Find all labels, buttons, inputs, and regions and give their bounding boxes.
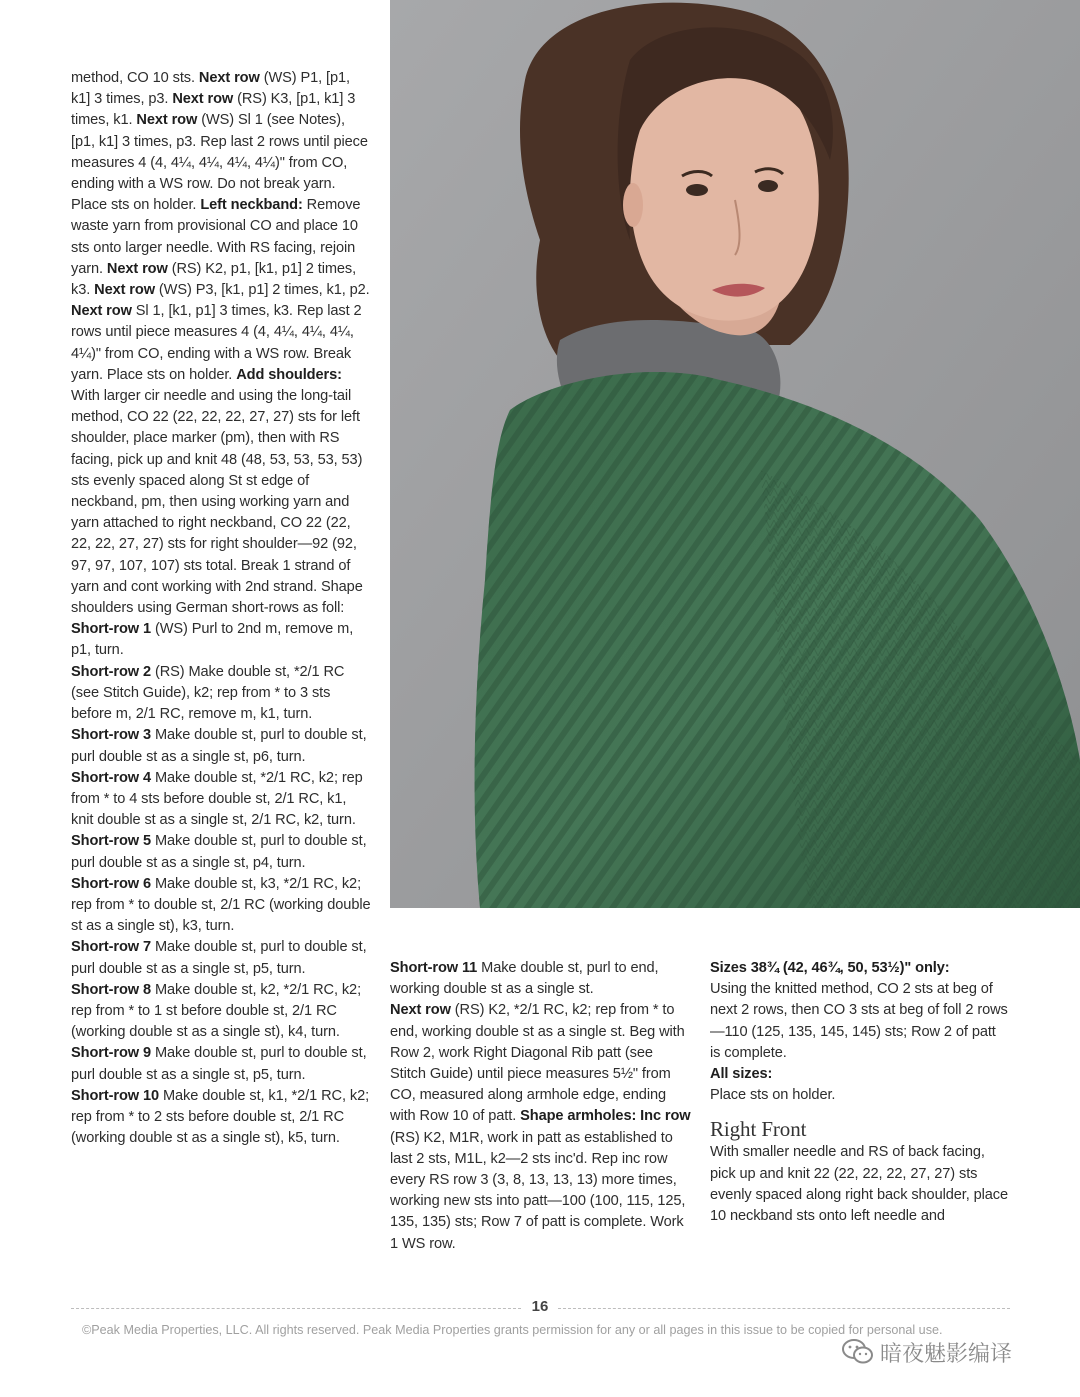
left-paragraph xyxy=(71,874,371,938)
bold-term: Short-row 8 xyxy=(71,981,151,998)
body-text: Remove waste yarn from provisional CO and place 10 sts onto larger needle. With RS facing, rejoin yarn. xyxy=(71,197,361,277)
body-text: Make double st, purl to end, working double st as a single st. xyxy=(390,960,659,998)
bold-term: Short-row 1 xyxy=(71,621,151,638)
body-text: (RS) K2, p1, [k1, p1] 2 times, k3. xyxy=(71,260,357,299)
bold-term: Add shoulders: xyxy=(236,366,342,383)
body-text: Sl 1, [k1, p1] 3 times, k3. Rep last 2 rows until piece measures 4 (4, 4¼, 4¼, 4¼, 4¼)" from CO, ending with a WS row. Break yarn. Place sts on holder. xyxy=(71,303,362,383)
body-text: (RS) Make double st, *2/1 RC (see Stitch Guide), k2; rep from * to 3 sts before m, 2/1 RC, remove m, k1, turn. xyxy=(71,663,345,723)
middle-paragraph xyxy=(390,958,692,1000)
bold-term: Short-row 6 xyxy=(71,875,151,892)
bold-term: Short-row 9 xyxy=(71,1045,151,1062)
bold-term: Next row xyxy=(390,1002,451,1019)
body-text: (RS) K2, M1R, work in patt as established to last 2 sts, M1L, k2—2 sts inc'd. Rep inc row every RS row 3 (3, 8, 13, 13, 13) more times, working new sts into patt—100 (100, 115, 125, 135, 135) sts; Row 7 of patt is complete. Work 1 WS row. xyxy=(390,1129,686,1252)
all-sizes-heading: All sizes: xyxy=(710,1066,773,1083)
bold-term: Next row xyxy=(136,112,198,129)
left-paragraph xyxy=(71,937,371,979)
bold-term: Next row xyxy=(71,303,132,320)
model-photo xyxy=(390,0,1080,908)
footer-divider-right xyxy=(558,1308,1010,1309)
footer-divider-left xyxy=(71,1308,521,1309)
bold-term: Short-row 3 xyxy=(71,727,151,744)
body-text: With larger cir needle and using the long-tail method, CO 22 (22, 22, 22, 27, 27) sts for left shoulder, place marker (pm), then with RS facing, pick up and knit 48 (48, 53, 53, 53, 53) sts evenly spaced along St st edge of neckband, pm, then using working yarn and yarn attached to right neckband, CO 22 (22, 22, 22, 27, 27) sts for right shoulder—92 (92, 97, 97, 107, 107) sts total. Break 1 strand of yarn and cont working with 2nd strand. Shape shoulders using German short-rows as foll: xyxy=(71,388,363,617)
left-text-column xyxy=(71,68,371,1149)
left-paragraph xyxy=(71,1086,371,1150)
page-number: 16 xyxy=(531,1298,549,1315)
bold-term: Short-row 7 xyxy=(71,939,151,956)
model-illustration xyxy=(390,0,1080,908)
sizes-text: Using the knitted method, CO 2 sts at beg of next 2 rows, then CO 3 sts at beg of foll 2 rows—110 (125, 135, 145, 145) sts; Row 2 of patt is complete. xyxy=(710,981,1008,1061)
bold-term: Short-row 11 xyxy=(390,960,478,976)
watermark-text: 暗夜魅影编译 xyxy=(880,1341,1013,1367)
bold-term: Short-row 5 xyxy=(71,833,151,850)
sizes-heading: Sizes 38¾ (42, 46¾, 50, 53½)" only: xyxy=(710,960,950,976)
bold-term: Next row xyxy=(198,70,260,86)
section-text: With smaller needle and RS of back facing, pick up and knit 22 (22, 22, 22, 27, 27) sts evenly spaced along right back shoulder, place 10 neckband sts onto left needle and xyxy=(710,1144,1009,1225)
bold-term: Left neckband: xyxy=(200,197,303,214)
body-text: (WS) Purl to 2nd m, remove m, p1, turn. xyxy=(71,621,354,659)
body-text: (WS) P3, [k1, p1] 2 times, k1, p2. xyxy=(154,282,370,299)
left-paragraph xyxy=(71,619,371,661)
left-paragraph xyxy=(71,831,371,873)
body-text: Make double st, purl to double st, purl double st as a single st, p5, turn. xyxy=(71,939,367,977)
body-text: Make double st, k3, *2/1 RC, k2; rep from * to double st, 2/1 RC (working double st as a single st), k3, turn. xyxy=(71,875,371,935)
left-paragraph xyxy=(71,662,371,726)
middle-text-column xyxy=(390,958,692,1255)
all-sizes-text: Place sts on holder. xyxy=(710,1087,836,1104)
body-text: method, CO 10 sts. xyxy=(71,70,199,86)
body-text: Make double st, k1, *2/1 RC, k2; rep from * to 2 sts before double st, 2/1 RC (working double st as a single st), k5, turn. xyxy=(71,1087,370,1147)
bold-term: Short-row 4 xyxy=(71,769,151,786)
body-text: Make double st, purl to double st, purl double st as a single st, p5, turn. xyxy=(71,1045,367,1083)
left-paragraph xyxy=(71,980,371,1044)
section-heading: Right Front xyxy=(710,1117,807,1142)
bold-term: Next row xyxy=(106,260,168,277)
right-text-column xyxy=(710,958,1010,1227)
body-text: (WS) P1, [p1, k1] 3 times, p3. xyxy=(71,70,350,108)
bold-term: Next row xyxy=(172,91,234,108)
left-paragraph xyxy=(71,725,371,767)
body-text: (WS) Sl 1 (see Notes), [p1, k1] 3 times, p3. Rep last 2 rows until piece measures 4 (4, 4¼, 4¼, 4¼, 4¼)" from CO, ending with a WS row. Do not break yarn. Place sts on holder. xyxy=(71,112,368,214)
left-paragraph xyxy=(71,68,371,619)
body-text: (RS) K2, *2/1 RC, k2; rep from * to end, working double st as a single st. Beg with Row 2, work Right Diagonal Rib patt (see Stitch Guide) until piece measures 5½" from CO, measured along armhole edge, ending with Row 10 of patt. xyxy=(390,1002,685,1125)
copyright-notice: ©Peak Media Properties, LLC. All rights reserved. Peak Media Properties grants permission for any or all pages in this issue to be copied for personal use. xyxy=(82,1323,943,1337)
wechat-icon xyxy=(842,1338,874,1366)
body-text: (RS) K3, [p1, k1] 3 times, k1. xyxy=(71,91,356,129)
bold-term: Short-row 2 xyxy=(71,663,151,680)
body-text: Make double st, k2, *2/1 RC, k2; rep from * to 1 st before double st, 2/1 RC (working double st as a single st), k4, turn. xyxy=(71,981,362,1041)
left-paragraph xyxy=(71,768,371,832)
bold-term: Short-row 10 xyxy=(71,1087,159,1104)
middle-paragraph xyxy=(390,1000,692,1254)
watermark xyxy=(842,1336,1012,1368)
body-text: Make double st, *2/1 RC, k2; rep from * to 4 sts before double st, 2/1 RC, k1, knit double st as a single st, 2/1 RC, k2, turn. xyxy=(71,769,363,829)
bold-term: Next row xyxy=(94,282,155,299)
bold-term: Shape armholes: Inc row xyxy=(520,1108,691,1125)
body-text: Make double st, purl to double st, purl double st as a single st, p6, turn. xyxy=(71,727,367,765)
left-paragraph xyxy=(71,1043,371,1085)
body-text: Make double st, purl to double st, purl double st as a single st, p4, turn. xyxy=(71,833,367,871)
